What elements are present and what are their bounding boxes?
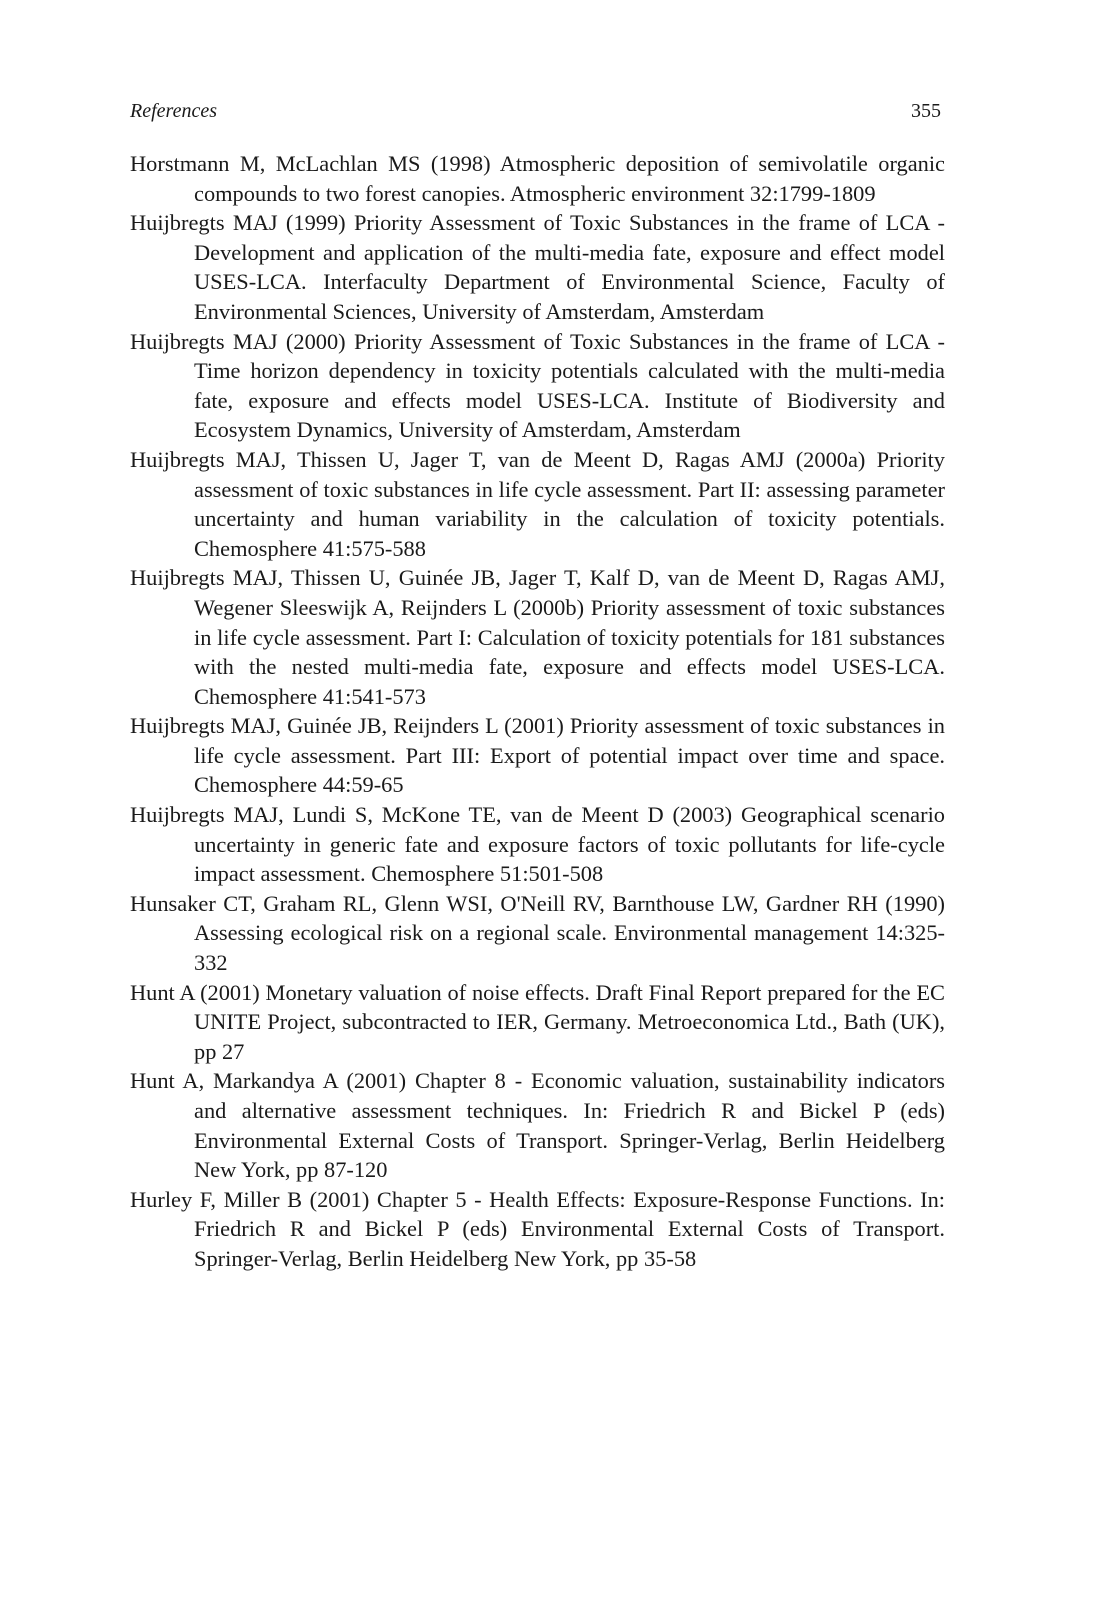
reference-entry: Huijbregts MAJ, Guinée JB, Reijnders L (2001) Priority assessment of toxic substances in life cycle assessment. Part III: Export of potential impact over time and space. Chemosphere 44:59-65	[130, 713, 945, 798]
reference-entry: Horstmann M, McLachlan MS (1998) Atmospheric deposition of semivolatile organic compounds to two forest canopies. Atmospheric environment 32:1799-1809	[130, 151, 945, 206]
reference-entry: Hunsaker CT, Graham RL, Glenn WSI, O'Neill RV, Barnthouse LW, Gardner RH (1990) Assessing ecological risk on a regional scale. Environmental management 14:325-332	[130, 890, 945, 976]
running-head	[130, 100, 945, 123]
reference-entry: Huijbregts MAJ (1999) Priority Assessment of Toxic Substances in the frame of LCA - Development and application of the multi-media fate, exposure and effect model USES-LCA. Interfaculty Department of Environmental Science, Faculty of Environmental Sciences, University of Amsterdam, Amsterdam	[130, 210, 945, 324]
reference-entry: Huijbregts MAJ, Thissen U, Guinée JB, Jager T, Kalf D, van de Meent D, Ragas AMJ, Wegener Sleeswijk A, Reijnders L (2000b) Priority assessment of toxic substances in life cycle assessment. Part I: Calculation of toxicity potentials for 181 substances with the nested multi-media fate, exposure and effects model USES-LCA. Chemosphere 41:541-573	[130, 565, 945, 709]
reference-list	[130, 149, 945, 1274]
running-title: References	[130, 100, 217, 122]
reference-entry: Hunt A, Markandya A (2001) Chapter 8 - Economic valuation, sustainability indicators and alternative assessment techniques. In: Friedrich R and Bickel P (eds) Environmental External Costs of Transport. Springer-Verlag, Berlin Heidelberg New York, pp 87-120	[130, 1068, 945, 1183]
reference-entry: Huijbregts MAJ, Lundi S, McKone TE, van de Meent D (2003) Geographical scenario uncertainty in generic fate and exposure factors of toxic pollutants for life-cycle impact assessment. Chemosphere 51:501-508	[130, 802, 945, 887]
reference-entry: Huijbregts MAJ, Thissen U, Jager T, van de Meent D, Ragas AMJ (2000a) Priority assessment of toxic substances in life cycle assessment. Part II: assessing parameter uncertainty and human variability in the calculation of toxicity potentials. Chemosphere 41:575-588	[130, 446, 945, 561]
reference-entry: Hunt A (2001) Monetary valuation of noise effects. Draft Final Report prepared for the EC UNITE Project, subcontracted to IER, Germany. Metroeconomica Ltd., Bath (UK), pp 27	[130, 979, 945, 1064]
document-page	[130, 100, 945, 1274]
page-number: 355	[911, 100, 941, 122]
reference-entry: Huijbregts MAJ (2000) Priority Assessment of Toxic Substances in the frame of LCA - Time horizon dependency in toxicity potentials calculated with the multi-media fate, exposure and effects model USES-LCA. Institute of Biodiversity and Ecosystem Dynamics, University of Amsterdam, Amsterdam	[130, 328, 945, 443]
reference-entry: Hurley F, Miller B (2001) Chapter 5 - Health Effects: Exposure-Response Functions. In: Friedrich R and Bickel P (eds) Environmental External Costs of Transport. Springer-Verlag, Berlin Heidelberg New York, pp 35-58	[130, 1186, 945, 1271]
